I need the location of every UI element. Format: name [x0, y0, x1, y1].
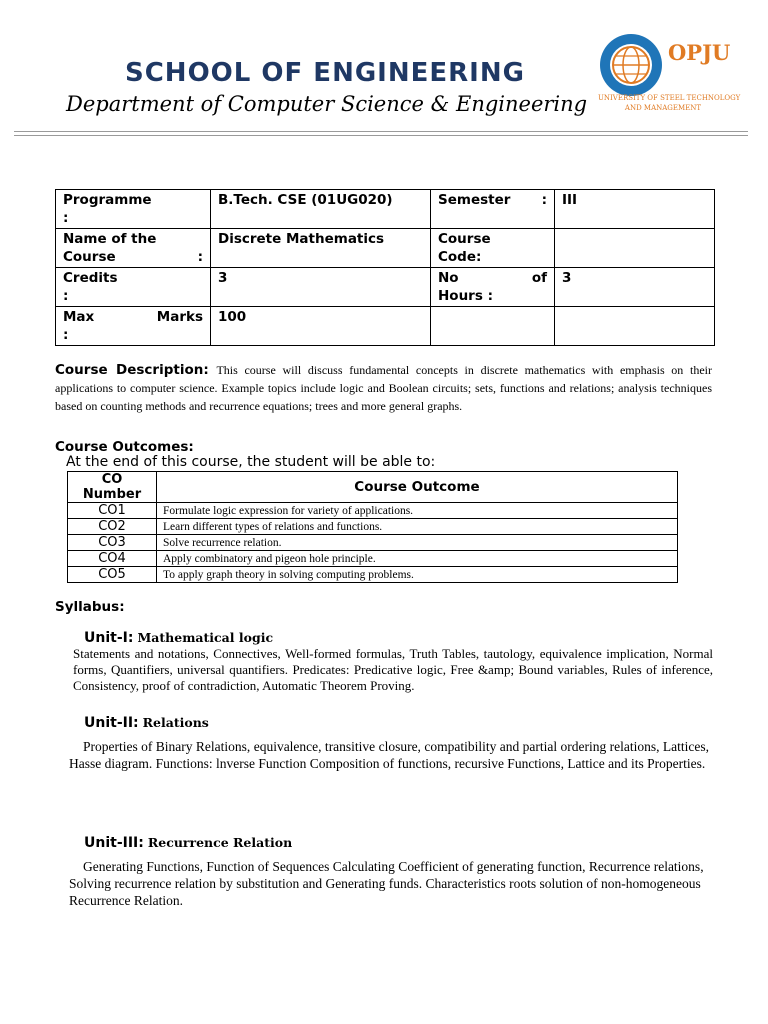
co-outcome-header: Course Outcome — [157, 472, 678, 503]
hours-label-word1: No — [438, 270, 459, 286]
syllabus-heading: Syllabus: — [55, 599, 125, 615]
unit-3-text: Generating Functions, Function of Sequences Calculating Coefficient of generating function, Recurrence relations, Solving recurrence relation by substitution and Generating funds. Characteristics roots solution of non-homogeneous Recurrence Relation. — [69, 859, 704, 908]
course-outcomes-intro: At the end of this course, the student will be able to: — [66, 454, 436, 470]
max-marks-label-word1: Max — [63, 309, 95, 325]
course-name-label-cell — [56, 229, 211, 268]
course-code-label-line2: Code: — [438, 249, 482, 265]
unit-2-text: Properties of Binary Relations, equivalence, transitive closure, compatibility and partial ordering relations, Lattices, Hasse diagram. Functions: lnverse Function Composition of functions, recursive Functions, Lattice and its Properties. — [69, 739, 709, 771]
max-marks-label-cell — [56, 307, 211, 346]
course-code-label-cell — [431, 229, 555, 268]
unit-1-text: Statements and notations, Connectives, Well-formed formulas, Truth Tables, tautology, equivalence implication, Normal forms, Quantifiers, universal quantifiers. Predicates: Predicative logic, Free &amp; Bound variables, Rules of inference, Consistency, proof of contradiction, Automatic Theorem Proving. — [73, 646, 713, 693]
table-row — [68, 567, 678, 583]
info-row-max-marks — [56, 307, 715, 346]
header-divider-bottom — [14, 135, 748, 136]
co-number-header-line2: Number — [82, 487, 142, 502]
table-row — [68, 519, 678, 535]
programme-colon: : — [63, 210, 69, 226]
info-row-programme — [56, 190, 715, 229]
max-marks-label-word2: Marks — [156, 309, 203, 325]
header-divider-top — [14, 131, 748, 132]
info-row-credits — [56, 268, 715, 307]
semester-colon: : — [541, 192, 547, 208]
semester-label-cell — [431, 190, 555, 229]
co-number: CO1 — [68, 503, 157, 519]
co-number: CO4 — [68, 551, 157, 567]
empty-cell — [555, 307, 715, 346]
programme-label: Programme — [63, 192, 152, 208]
max-marks-value: 100 — [211, 307, 431, 346]
co-outcome: Solve recurrence relation. — [157, 535, 678, 551]
unit-1-label: Unit-I: — [84, 630, 134, 646]
co-number-header — [68, 472, 157, 503]
co-outcome: To apply graph theory in solving computing problems. — [157, 567, 678, 583]
table-row — [68, 503, 678, 519]
unit-1-heading — [84, 629, 273, 647]
unit-2-label: Unit-II: — [84, 715, 139, 731]
hours-value: 3 — [555, 268, 715, 307]
co-outcome: Learn different types of relations and functions. — [157, 519, 678, 535]
unit-1-title: Mathematical logic — [137, 630, 274, 645]
course-name-label-line2: Course — [63, 249, 116, 265]
max-marks-colon: : — [63, 327, 69, 343]
course-code-value — [555, 229, 715, 268]
unit-3-title: Recurrence Relation — [147, 835, 293, 850]
co-outcome: Apply combinatory and pigeon hole principle. — [157, 551, 678, 567]
credits-value: 3 — [211, 268, 431, 307]
logo-abbr: OPJU — [668, 40, 731, 65]
credits-colon: : — [63, 288, 69, 304]
university-logo — [598, 32, 741, 122]
semester-label: Semester — [438, 192, 511, 208]
course-name-value: Discrete Mathematics — [211, 229, 431, 268]
logo-line-1: UNIVERSITY OF STEEL TECHNOLOGY — [598, 94, 741, 102]
co-outcome: Formulate logic expression for variety of applications. — [157, 503, 678, 519]
semester-value: III — [555, 190, 715, 229]
unit-3-label: Unit-III: — [84, 835, 144, 851]
hours-label-word2: of — [531, 270, 547, 286]
course-description-heading: Course Description: — [55, 362, 209, 378]
empty-cell — [431, 307, 555, 346]
department-title: Department of Computer Science & Engineering — [66, 92, 588, 116]
course-code-label-line1: Course — [438, 231, 491, 247]
school-title: SCHOOL OF ENGINEERING — [125, 58, 525, 88]
table-row — [68, 551, 678, 567]
programme-label-cell — [56, 190, 211, 229]
info-row-course-name — [56, 229, 715, 268]
table-row — [68, 535, 678, 551]
unit-2-heading — [84, 714, 209, 732]
course-description — [55, 361, 712, 415]
course-outcomes-table — [67, 471, 678, 583]
credits-label-cell — [56, 268, 211, 307]
co-number: CO2 — [68, 519, 157, 535]
credits-label: Credits — [63, 270, 118, 286]
hours-label-cell — [431, 268, 555, 307]
co-number-header-line1: CO — [101, 472, 123, 487]
co-number: CO3 — [68, 535, 157, 551]
unit-2-title: Relations — [142, 715, 209, 730]
course-info-table — [55, 189, 715, 346]
co-header-row — [68, 472, 678, 503]
co-number: CO5 — [68, 567, 157, 583]
unit-3-heading — [84, 834, 292, 852]
course-name-label-line1: Name of the — [63, 231, 157, 247]
course-description-text: This course will discuss fundamental concepts in discrete mathematics with emphasis on their applications to computer science. Example topics include logic and Boolean circuits; sets, functions and relations; analysis techniques based on counting methods and recurrence equations; trees and more general graphs. — [55, 363, 712, 413]
hours-label-line2: Hours : — [438, 288, 493, 304]
course-outcomes-heading: Course Outcomes: — [55, 439, 194, 455]
programme-value: B.Tech. CSE (01UG020) — [211, 190, 431, 229]
course-name-colon: : — [197, 249, 203, 265]
logo-line-2: AND MANAGEMENT — [624, 104, 702, 112]
